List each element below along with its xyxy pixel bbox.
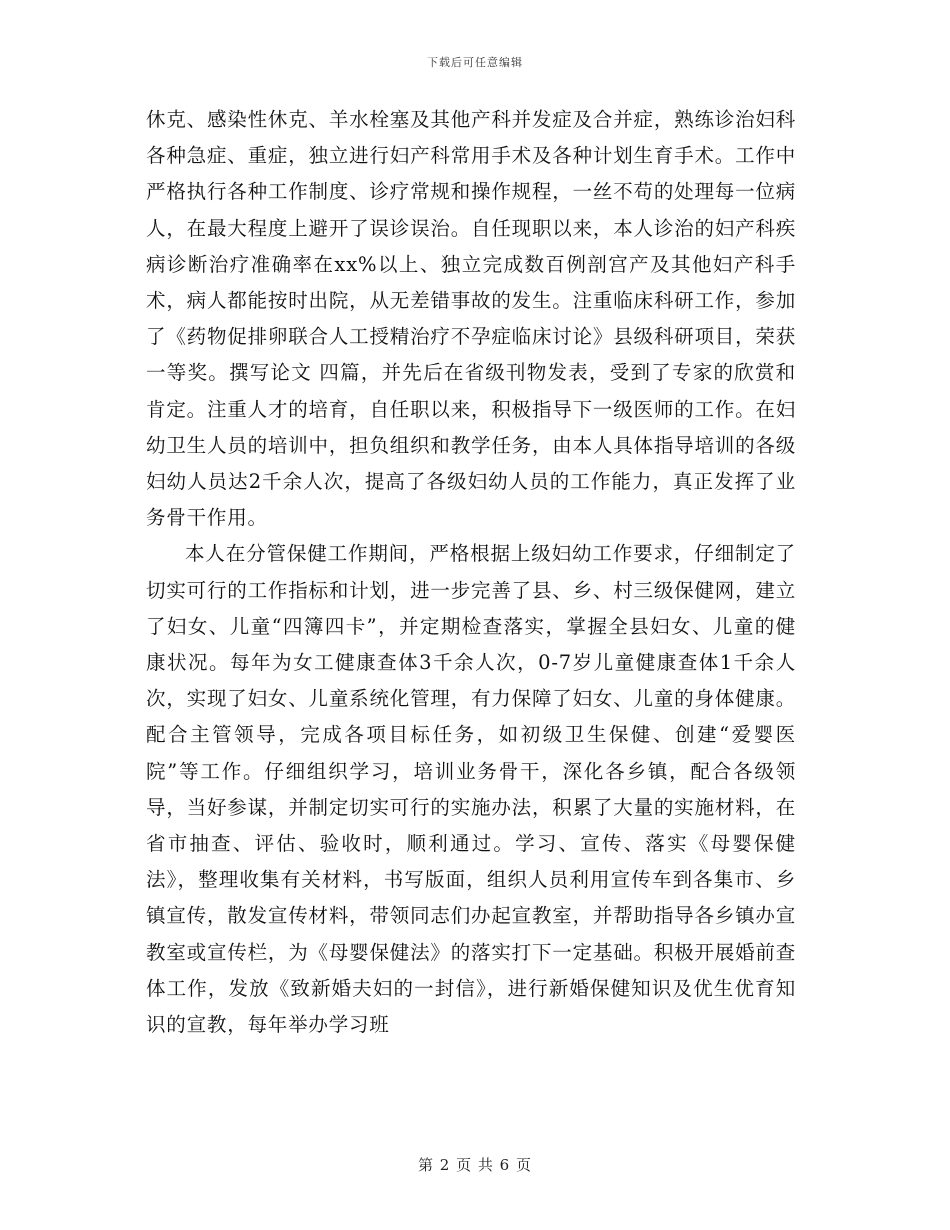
document-body	[146, 102, 796, 1043]
header-note: 下载后可任意编辑	[427, 56, 523, 69]
paragraph-continued: 休克、感染性休克、羊水栓塞及其他产科并发症及合并症，熟练诊治妇科各种急症、重症，独立进行妇产科常用手术及各种计划生育手术。工作中严格执行各种工作制度、诊疗常规和操作规程，一丝不苟的处理每一位病人，在最大程度上避开了误诊误治。自任现职以来，本人诊治的妇产科疾病诊断治疗准确率在xx%以上、独立完成数百例剖宫产及其他妇产科手术，病人都能按时出院，从无差错事故的发生。注重临床科研工作，参加了《药物促排卵联合人工授精治疗不孕症临床讨论》县级科研项目，荣获一等奖。撰写论文 四篇，并先后在省级刊物发表，受到了专家的欣赏和肯定。注重人才的培育，自任职以来，积极指导下一级医师的工作。在妇幼卫生人员的培训中，担负组织和教学任务，由本人具体指导培训的各级妇幼人员达2千余人次，提高了各级妇幼人员的工作能力，真正发挥了业务骨干作用。	[146, 108, 796, 530]
page-number: 第 2 页 共 6 页	[418, 1156, 532, 1174]
paragraph: 本人在分管保健工作期间，严格根据上级妇幼工作要求，仔细制定了切实可行的工作指标和计划，进一步完善了县、乡、村三级保健网，建立了妇女、儿童“四簿四卡”，并定期检查落实，掌握全县妇女、儿童的健康状况。每年为女工健康查体3千余人次，0-7岁儿童健康查体1千余人次，实现了妇女、儿童系统化管理，有力保障了妇女、儿童的身体健康。配合主管领导，完成各项目标任务，如初级卫生保健、创建“爱婴医院”等工作。仔细组织学习，培训业务骨干，深化各乡镇，配合各级领导，当好参谋，并制定切实可行的实施办法，积累了大量的实施材料，在省市抽查、评估、验收时，顺利通过。学习、宣传、落实《母婴保健法》，整理收集有关材料，书写版面，组织人员利用宣传车到各集市、乡镇宣传，散发宣传材料，带领同志们办起宣教室，并帮助指导各乡镇办宣教室或宣传栏，为《母婴保健法》的落实打下一定基础。积极开展婚前查体工作，发放《致新婚夫妇的一封信》，进行新婚保健知识及优生优育知识的宣教，每年举办学习班	[146, 542, 796, 1037]
